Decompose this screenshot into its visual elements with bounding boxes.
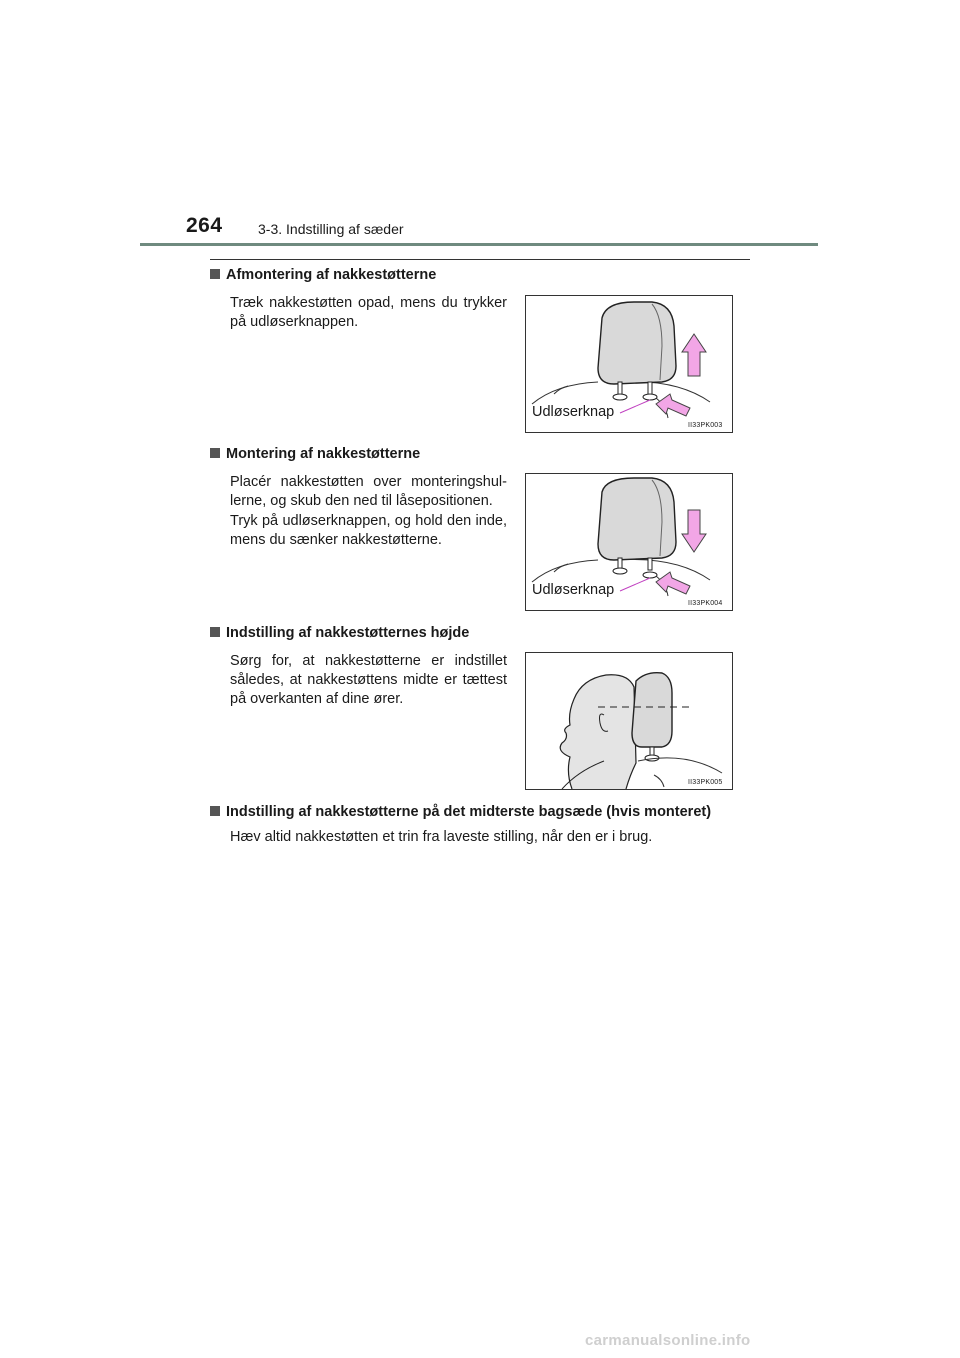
page-number: 264	[186, 214, 223, 237]
height-instruction: Sørg for, at nakkestøtterne er indstillet således, at nakkestøttens midte er tættest på overkanten af dine ører.	[230, 653, 507, 707]
installation-instruction-2: Tryk på udløserknappen, og hold den inde, mens du sænker nakkestøtterne.	[230, 513, 507, 548]
watermark: carmanualsonline.info	[585, 1332, 751, 1349]
chapter-title: 3-3. Indstilling af sæder	[258, 221, 404, 237]
center-rear-instruction: Hæv altid nakkestøtten et trin fra laveste stilling, når den er i brug.	[230, 829, 653, 845]
section-heading-height: Indstilling af nakkestøtternes højde	[210, 625, 469, 641]
figure-code: II33PK005	[688, 779, 723, 786]
head-position-illustration	[526, 653, 732, 789]
figure-installation	[525, 473, 733, 611]
bullet-square-icon	[210, 448, 220, 458]
installation-instruction-1: Placér nakkestøtten over monteringshul-lerne, og skub den ned til låsepositionen.	[230, 474, 507, 509]
section-heading-center-rear: Indstilling af nakkestøtterne på det midterste bagsæde (hvis monteret)	[210, 804, 711, 820]
header-rule	[140, 243, 818, 246]
figure-code: II33PK003	[688, 422, 723, 429]
figure-height	[525, 652, 733, 790]
figure-code: II33PK004	[688, 600, 723, 607]
release-button-label: Udløserknap	[532, 404, 615, 420]
bullet-square-icon	[210, 627, 220, 637]
release-button-label: Udløserknap	[532, 582, 615, 598]
section-heading-installation: Montering af nakkestøtterne	[210, 446, 420, 462]
section-rule	[210, 259, 750, 260]
bullet-square-icon	[210, 806, 220, 816]
section-heading-removal: Afmontering af nakkestøtterne	[210, 267, 436, 283]
figure-removal	[525, 295, 733, 433]
removal-instruction: Træk nakkestøtten opad, mens du trykker på udløserknappen.	[230, 295, 507, 330]
bullet-square-icon	[210, 269, 220, 279]
